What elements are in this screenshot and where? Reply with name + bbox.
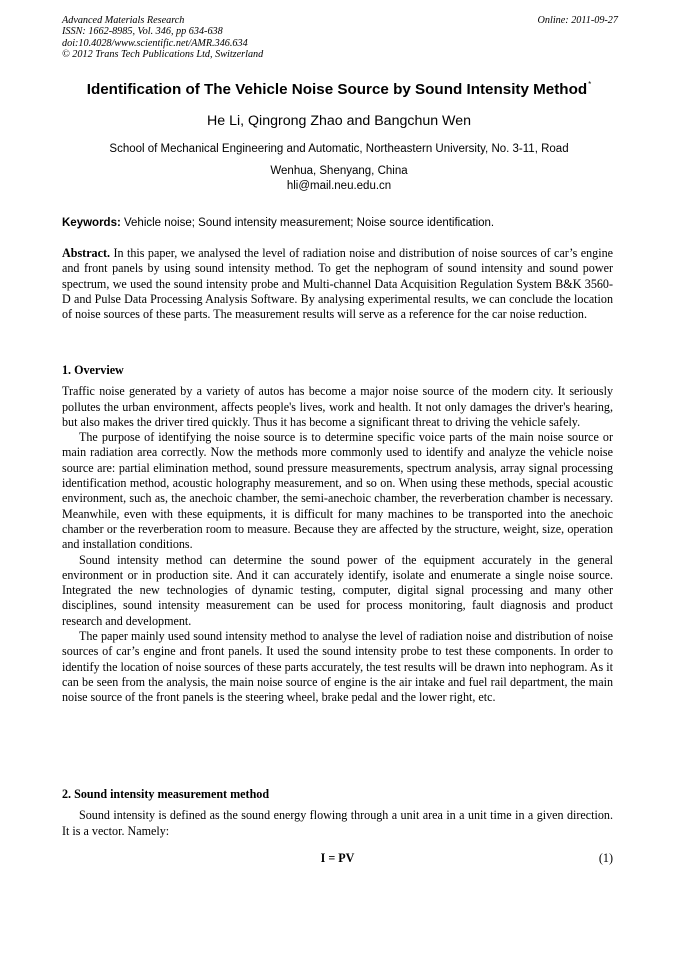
issn-line: ISSN: 1662-8985, Vol. 346, pp 634-638: [62, 26, 223, 38]
author-list: He Li, Qingrong Zhao and Bangchun Wen: [207, 113, 471, 129]
section-2-heading: 2. Sound intensity measurement method: [62, 787, 270, 801]
paper-title: [40, 80, 638, 98]
doi-line: doi:10.4028/www.scientific.net/AMR.346.634: [62, 37, 248, 49]
section-overview: [62, 363, 613, 706]
section-1-heading: 1. Overview: [62, 363, 124, 377]
section-1-paragraph-2: The purpose of identifying the noise source is to determine specific voice parts of the main noise source or main radiation area correctly. Now the methods more commonly used to identify and analyze the vehicle noise source are: partial elimination method, sound pressure measurements, spectrum analysis, array signal processing identification method, acoustic holography measurement, and so on. When using these methods, special acoustic environment, such as, the anechoic chamber, the semi-anechoic chamber, the reverberation chamber is necessary. Meanwhile, even with these equipments, it is difficult for many machines to be transported into the anechoic chamber or the reverberation room to measure. Because they are affected by the structure, weight, size, operation and installation conditions.: [62, 430, 613, 552]
equation-1: [62, 851, 613, 867]
online-date: Online: 2011-09-27: [537, 15, 618, 26]
copyright-line: © 2012 Trans Tech Publications Ltd, Switzerland: [62, 49, 264, 61]
section-1-paragraph-3: Sound intensity method can determine the sound power of the equipment accurately in the general environment or in production site. And it can accurately identify, isolate and enumerate a single noise source. Integrated the new technologies of dynamic testing, computer, digital signal processing and many other disciplines, sound intensity measurement can be used for process monitoring, fault diagnosis and product research and development.: [62, 552, 613, 628]
abstract-text: In this paper, we analysed the level of radiation noise and distribution of noise sources of car’s engine and front panels by using sound intensity method. To get the nephogram of sound intensity and sound power spectrum, we used the sound intensity probe and Multi-channel Data Acquisition Regulation System B&K 3560-D and Pulse Data Processing Analysis Software. By analysing experimental results, we can conclude the location of noise sources of these parts. The measurement results will serve as a reference for the car noise reduction.: [62, 246, 613, 322]
equation-number: (1): [598, 851, 613, 865]
equation-formula: I = PV: [320, 851, 355, 865]
affiliation-line-1: School of Mechanical Engineering and Automatic, Northeastern University, No. 3-11, Road: [109, 143, 569, 155]
running-header: [62, 15, 618, 61]
section-measurement-method: [62, 787, 613, 839]
section-1-paragraph-1: Traffic noise generated by a variety of autos has become a major noise source of the modern city. It seriously pollutes the urban environment, affects people's lives, work and health. It not only damages the driver's hearing, but also makes the driver tired quickly. Thus it has become a significant threat to driving the vehicle safely.: [62, 384, 613, 429]
journal-name: Advanced Materials Research: [62, 15, 185, 26]
title-footnote-mark: *: [588, 80, 592, 89]
abstract: [62, 246, 613, 322]
affiliation: [64, 138, 614, 182]
section-2-paragraph-1: Sound intensity is defined as the sound energy flowing through a unit area in a unit time in a given direction. It is a vector. Namely:: [62, 808, 613, 838]
author-email: hli@mail.neu.edu.cn: [286, 180, 392, 192]
paper-title-text: Identification of The Vehicle Noise Source by Sound Intensity Method: [86, 81, 588, 98]
keywords: [62, 217, 618, 229]
section-1-paragraph-4: The paper mainly used sound intensity method to analyse the level of radiation noise and distribution of noise sources of car’s engine and front panels. It used the sound intensity probe to test these components. In order to identify the location of noise sources of these parts accurately, the test results will be drawn into nephogram. As it can be seen from the analysis, the main noise source of engine is the air intake and fuel rail department, the main noise source of the front panels is the steering wheel, brake pedal and the lower right, etc.: [62, 629, 613, 705]
keywords-label: Keywords:: [62, 217, 121, 229]
keywords-text: Vehicle noise; Sound intensity measurement; Noise source identification.: [120, 217, 495, 229]
abstract-label: Abstract.: [62, 246, 111, 260]
affiliation-line-2: Wenhua, Shenyang, China: [270, 165, 408, 177]
